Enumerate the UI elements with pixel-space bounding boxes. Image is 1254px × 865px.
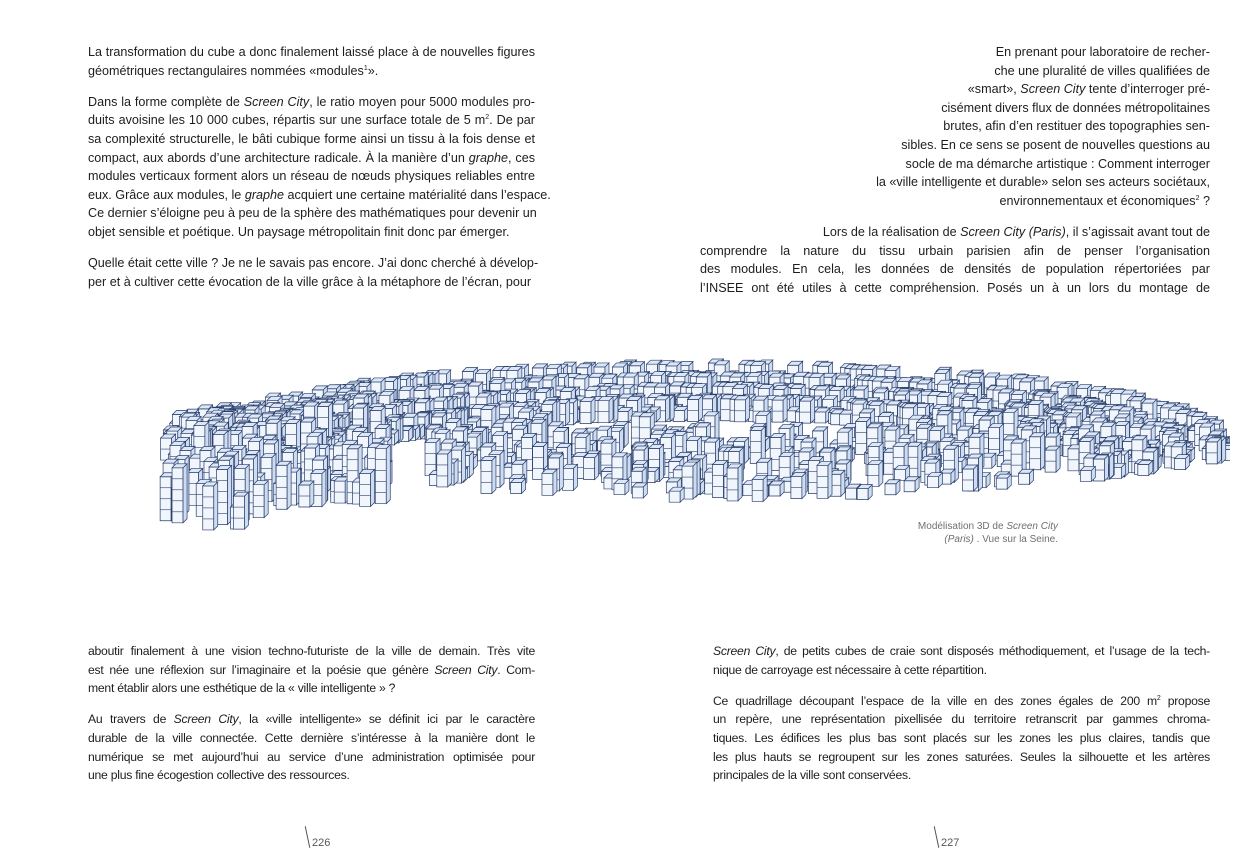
text-span: La transformation du cube a donc finalement laissé place à de nouvelles figures	[88, 45, 535, 59]
cube-column	[673, 407, 688, 422]
text-line	[713, 766, 1210, 785]
italic-title: Screen City	[434, 662, 498, 677]
text-span: aboutir finalement à une vision techno-futuriste de la ville de demain. Très vite	[88, 644, 535, 658]
text-span: sa complexité structurelle, le bâti cubique forme ainsi un tissu à la fois dense et	[88, 131, 535, 146]
text-span: acquiert une certaine matérialité dans l’espace.	[284, 187, 551, 202]
text-line	[700, 136, 1210, 155]
text-span: durable de la ville connectée. Cette dernière s’intéresse à la manière dont le	[88, 730, 535, 745]
text-line	[88, 679, 535, 698]
cube-column	[791, 473, 806, 499]
cube-column	[904, 477, 919, 492]
text-line	[713, 710, 1210, 729]
page-number-left	[304, 826, 330, 849]
cube-column	[437, 450, 452, 487]
text-span: nique de carroyage est nécessaire à cette répartition.	[713, 662, 987, 677]
text-line	[700, 192, 1210, 211]
paragraph	[700, 223, 1210, 297]
page-slash-icon	[304, 826, 312, 846]
text-span: . Com-	[497, 662, 535, 677]
italic-title: Screen City	[173, 712, 239, 727]
cube-column	[687, 396, 702, 422]
right-page-bottom-text	[713, 642, 1210, 797]
text-line	[88, 748, 535, 767]
text-span: , de petits cubes de craie sont disposés méthodiquement, et l’usage de la tech-	[775, 644, 1210, 658]
text-span: est née une réflexion sur l’imaginaire et la poésie que génère	[88, 662, 435, 677]
page-number-text: 226	[312, 837, 331, 849]
cube-column	[669, 487, 684, 502]
page-number-text: 227	[941, 837, 960, 849]
cube-column	[632, 483, 647, 498]
text-span: Au travers de	[88, 712, 174, 727]
cube-column	[172, 464, 187, 523]
cube-column	[481, 456, 496, 493]
text-span: «smart»,	[967, 82, 1021, 97]
text-line	[700, 62, 1210, 81]
text-line	[713, 692, 1210, 711]
paragraph	[713, 642, 1210, 679]
text-line	[700, 80, 1210, 99]
text-span: Dans la forme complète de	[88, 94, 244, 109]
text-span: Ce dernier s’éloigne peu à peu de la sphère des mathématiques pour devenir un	[88, 206, 537, 221]
cube-column	[253, 481, 268, 518]
text-line	[713, 729, 1210, 748]
page-number-right	[933, 826, 959, 849]
text-span: un repère, une représentation pixellisée du territoire retranscrit par gammes chroma-	[713, 712, 1210, 727]
italic-title: graphe	[468, 150, 508, 165]
text-span: , il s’agissait avant tout de	[1065, 224, 1210, 239]
cube-column	[752, 475, 767, 501]
text-span: ?	[1199, 193, 1210, 208]
cube-column	[217, 466, 232, 525]
text-line	[88, 710, 535, 729]
cube-column	[1093, 455, 1108, 481]
cube-column	[360, 469, 375, 506]
paragraph	[88, 254, 539, 291]
paragraph	[88, 642, 535, 698]
cube-column	[772, 396, 787, 422]
text-line	[700, 155, 1210, 174]
italic-title: Screen City	[243, 94, 310, 109]
cube-column	[769, 481, 784, 496]
footnote-ref: 1	[363, 64, 368, 72]
text-line	[88, 642, 535, 661]
right-page-top-text	[700, 43, 1210, 310]
footnote-ref: 2	[1195, 194, 1200, 202]
text-span: socle de ma démarche artistique : Comment interroger	[905, 156, 1210, 171]
text-span: , le ratio moyen pour 5000 modules pro-	[309, 94, 536, 109]
cube-column	[562, 464, 577, 490]
text-line	[88, 273, 535, 292]
cube-column	[750, 426, 765, 463]
text-line	[88, 661, 535, 680]
text-line	[88, 130, 535, 149]
caption-title: Screen City	[1006, 521, 1058, 532]
text-line	[88, 93, 535, 112]
cube-column	[584, 454, 599, 480]
paragraph	[88, 43, 535, 80]
text-span: des modules. En cela, les données de densités de population répertoriées par	[700, 262, 1210, 277]
text-span: l’INSEE ont été utiles à cette compréhension. Posés un à un lors du montage de	[700, 280, 1210, 295]
paragraph	[713, 692, 1210, 785]
text-span: , ces	[507, 150, 535, 165]
text-line	[700, 117, 1210, 136]
cube-column	[727, 464, 742, 501]
cube-column	[885, 480, 900, 495]
cube-column	[927, 473, 942, 488]
text-span: modules verticaux forment alors un réseau de nœuds physiques reliables entre	[88, 169, 535, 184]
cube-column	[1138, 460, 1153, 475]
text-line	[700, 242, 1210, 261]
text-span: sibles. En ce sens se posent de nouvelles questions au	[901, 137, 1210, 152]
text-line	[700, 279, 1210, 298]
italic-title: Screen City (Paris)	[960, 224, 1066, 239]
text-span: environnementaux et économiques	[999, 193, 1196, 208]
text-line	[700, 99, 1210, 118]
cube-column	[963, 465, 978, 491]
page-slash-icon	[933, 826, 941, 846]
text-line	[88, 186, 551, 205]
text-span: compact, aux abords d’une architecture radicale. À la manière d’un	[88, 150, 469, 165]
text-span: cisément divers flux de données métropolitaines	[941, 100, 1210, 115]
cube-column	[1019, 469, 1034, 484]
left-page-top-text	[88, 43, 551, 304]
text-line	[713, 642, 1210, 661]
text-span: eux. Grâce aux modules, le	[88, 187, 245, 202]
caption-title-paris: (Paris)	[944, 534, 974, 545]
cube-column	[233, 492, 248, 529]
cube-column	[203, 482, 218, 530]
text-line	[88, 43, 535, 62]
text-span: géométriques rectangulaires nommées «modules	[88, 63, 364, 78]
cube-column	[299, 481, 314, 507]
cube-column	[857, 485, 872, 500]
text-line	[88, 254, 539, 273]
text-span: ment établir alors une esthétique de la « ville intelligente » ?	[88, 681, 396, 696]
text-span: duits avoisine les 10 000 cubes, répartis sur une surface totale de 5 m	[88, 113, 486, 128]
text-line	[88, 204, 535, 223]
text-line	[88, 223, 535, 242]
cube-column	[734, 396, 749, 422]
paragraph	[88, 710, 535, 784]
text-line	[700, 173, 1210, 192]
text-span: , la «ville intelligente» se définit ici par le caractère	[238, 712, 535, 727]
text-line	[88, 729, 535, 748]
text-span: une plus fine écogestion collective des ressources.	[88, 768, 350, 783]
text-line	[88, 766, 535, 785]
cube-column	[996, 474, 1011, 489]
text-span: Lors de la réalisation de	[822, 224, 961, 239]
city-3d-model-figure	[140, 340, 1230, 580]
left-page-bottom-text	[88, 642, 535, 797]
text-line	[88, 167, 535, 186]
cube-column	[800, 397, 815, 423]
cube-column	[1174, 455, 1189, 470]
paragraph	[700, 43, 1210, 210]
italic-title: graphe	[244, 187, 285, 202]
caption-suffix: . Vue sur la Seine.	[973, 534, 1058, 545]
text-span: propose	[1160, 693, 1210, 708]
text-span: numérique se met aujourd’hui au service d’une administration optimisée pour	[88, 749, 535, 764]
cube-column	[276, 461, 291, 509]
text-span: la «ville intelligente et durable» selon ses acteurs sociétaux,	[876, 175, 1210, 190]
cube-column	[868, 460, 883, 486]
cube-column	[511, 479, 526, 494]
text-line	[700, 223, 1210, 242]
caption-prefix: Modélisation 3D de	[917, 521, 1007, 532]
text-line	[88, 62, 535, 81]
cube-column	[1045, 446, 1060, 472]
text-line	[713, 748, 1210, 767]
text-line	[713, 661, 1210, 680]
text-span: Ce quadrillage découpant l’espace de la ville en des zones égales de 200 m	[713, 693, 1157, 708]
cube-column	[817, 461, 832, 498]
figure-caption	[880, 520, 1058, 546]
text-span: les plus hauts se regroupent sur les zones saturées. Seules la silhouette et les artères	[713, 749, 1210, 764]
text-span: principales de la ville sont conservées.	[713, 768, 911, 783]
italic-title: Screen City	[1020, 82, 1086, 97]
cube-column	[815, 408, 830, 423]
italic-title: Screen City	[713, 644, 776, 658]
cube-column	[1030, 433, 1045, 470]
paragraph	[88, 93, 551, 242]
cube-columns	[160, 359, 1230, 530]
cube-column	[598, 397, 613, 423]
text-span: brutes, afin d’en restituer des topographies sen-	[943, 119, 1210, 134]
cube-column	[580, 398, 595, 424]
cube-column	[1206, 438, 1221, 464]
text-span: comprendre la nature du tissu urbain parisien afin de penser l’organisation	[700, 243, 1210, 258]
cube-column	[617, 408, 632, 423]
text-span: . De par	[489, 113, 535, 128]
cube-column	[614, 480, 629, 495]
text-line	[700, 260, 1210, 279]
text-span: ».	[367, 63, 379, 78]
footnote-ref: 2	[1156, 694, 1161, 702]
text-span: per et à cultiver cette évocation de la ville grâce à la métaphore de l’écran, pour	[88, 274, 532, 289]
cube-column	[375, 445, 390, 504]
footnote-ref: 2	[485, 114, 490, 122]
text-line	[700, 43, 1210, 62]
text-span: Quelle était cette ville ? Je ne le savais pas encore. J’ai donc cherché à dévelop-	[88, 256, 539, 271]
text-span: tente d’interroger pré-	[1085, 82, 1210, 97]
cube-column	[542, 469, 557, 495]
text-line	[88, 111, 535, 130]
text-line	[88, 149, 535, 168]
text-span: che une pluralité de villes qualifiées de	[994, 63, 1210, 78]
cube-column	[1080, 466, 1095, 481]
text-span: objet sensible et poétique. Un paysage métropolitain finit donc par émerger.	[88, 224, 510, 239]
text-span: tiques. Les édifices les plus bas sont placés sur les zones les plus claires, tandis que	[713, 730, 1210, 745]
text-span: En prenant pour laboratoire de recher-	[995, 45, 1210, 59]
